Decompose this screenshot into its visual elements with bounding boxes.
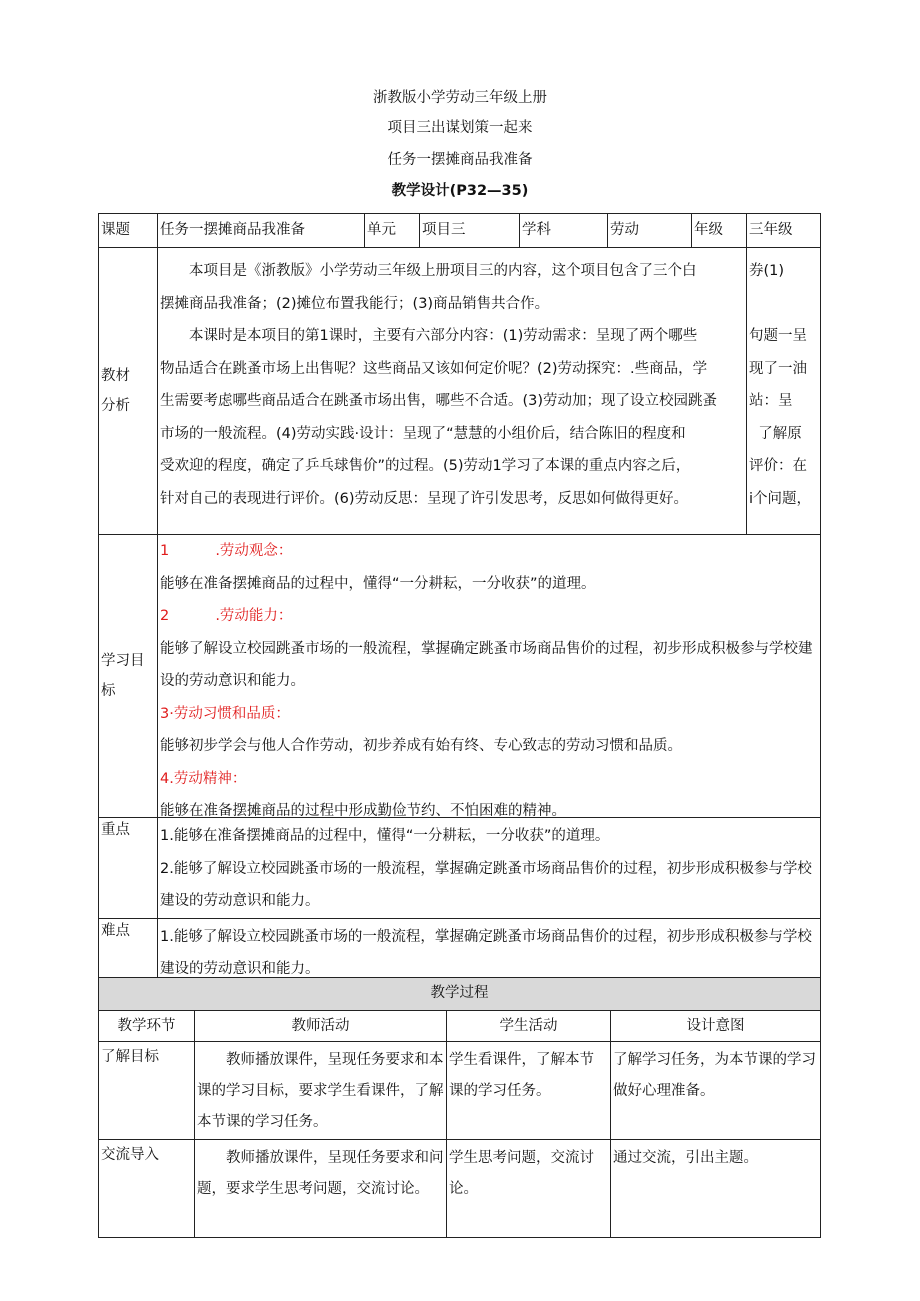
process-title-row — [99, 978, 821, 1011]
objective-heading: 3·劳动习惯和品质： — [160, 705, 290, 722]
analysis-line: 摆摊商品我准备；(2)摊位布置我能行；(3)商品销售共合作。 — [160, 295, 550, 312]
doc-title-line-1: 浙教版小学劳动三年级上册 — [373, 90, 547, 106]
key-points-row — [99, 818, 821, 919]
process-header-stage: 教学环节 — [99, 1011, 195, 1042]
unit-label: 单元 — [365, 214, 420, 248]
process-stage: 了解目标 — [99, 1042, 195, 1140]
analysis-label — [99, 248, 158, 535]
doc-title-line-4: 教学设计(P32—35) — [391, 183, 529, 199]
key-point-line: 2.能够了解设立校园跳蚤市场的一般流程，掌握确定跳蚤市场商品售价的过程，初步形成积极参与学校建设的劳动意识和能力。 — [160, 860, 812, 909]
difficulties-label: 难点 — [99, 918, 158, 986]
grade-label: 年级 — [692, 214, 747, 248]
difficulties-body — [158, 918, 821, 986]
analysis-line: 本项目是《浙教版》小学劳动三年级上册项目三的内容，这个项目包含了三个白 — [189, 263, 697, 279]
analysis-line: 市场的一般流程。(4)劳动实践·设计：呈现了“慧慧的小组价后，结合陈旧的程度和 — [160, 425, 686, 442]
subject-label: 学科 — [520, 214, 608, 248]
info-row — [99, 214, 821, 248]
objective-heading: 1 .劳动观念： — [160, 543, 293, 559]
analysis-side-line — [749, 288, 818, 321]
objectives-label — [99, 535, 158, 818]
key-points-body — [158, 818, 821, 919]
process-stage: 交流导入 — [99, 1140, 195, 1238]
process-intent: 通过交流，引出主题。 — [611, 1140, 821, 1238]
grade-value: 三年级 — [747, 214, 821, 248]
objective-heading: 2 .劳动能力： — [160, 608, 293, 624]
process-header-intent: 设计意图 — [611, 1011, 821, 1042]
lesson-info-table — [98, 213, 821, 987]
analysis-line: 物品适合在跳蚤市场上出售呢？这些商品又该如何定价呢？(2)劳动探究：.些商品，学 — [160, 360, 708, 377]
objective-text: 能够初步学会与他人合作劳动，初步养成有始有终、专心致志的劳动习惯和品质。 — [160, 738, 682, 754]
analysis-side-line: 券(1) — [749, 263, 785, 279]
doc-title-line-2: 项目三出谋划策一起来 — [387, 120, 533, 136]
process-row — [99, 1042, 821, 1140]
key-point-line: 1.能够在准备摆摊商品的过程中，懂得“一分耕耘，一分收获”的道理。 — [160, 828, 610, 844]
analysis-side-line: 评价：在 — [749, 458, 807, 474]
process-header-teacher: 教师活动 — [195, 1011, 447, 1042]
analysis-side-line: 句题一呈 — [749, 328, 807, 344]
subject-value: 劳动 — [608, 214, 692, 248]
process-student: 学生思考问题，交流讨论。 — [447, 1140, 611, 1238]
objective-heading: 4.劳动精神： — [160, 770, 247, 787]
analysis-line: 生需要考虑哪些商品适合在跳蚤市场出售，哪些不合适。(3)劳动加；现了设立校园跳蚤 — [160, 393, 718, 409]
process-teacher: 教师播放课件，呈现任务要求和问题，要求学生思考问题，交流讨论。 — [195, 1140, 447, 1238]
objectives-label-line-2: 标 — [101, 683, 116, 699]
teaching-process-table — [98, 977, 821, 1238]
objective-text: 能够在准备摆摊商品的过程中，懂得“一分耕耘，一分收获”的道理。 — [160, 575, 596, 592]
process-teacher: 教师播放课件，呈现任务要求和本课的学习目标，要求学生看课件，了解本节课的学习任务。 — [195, 1042, 447, 1140]
objectives-label-line-1: 学习目 — [101, 653, 145, 669]
analysis-line: 针对自己的表现进行评价。(6)劳动反思：呈现了许引发思考，反思如何做得更好。 — [160, 490, 689, 507]
analysis-label-line-2: 分析 — [101, 398, 130, 414]
analysis-side-line: 现了一油 — [749, 360, 807, 377]
analysis-side-line: 了解原 — [749, 425, 802, 442]
objectives-clip — [160, 535, 818, 817]
analysis-side-line: 站：呈 — [749, 393, 793, 409]
process-intent: 了解学习任务，为本节课的学习做好心理准备。 — [611, 1042, 821, 1140]
doc-title-line-3: 任务一摆摊商品我准备 — [387, 152, 533, 168]
objectives-body — [158, 535, 821, 818]
process-title: 教学过程 — [99, 978, 821, 1011]
analysis-body — [158, 248, 747, 535]
process-row — [99, 1140, 821, 1238]
analysis-side-column — [747, 248, 821, 535]
process-header-student: 学生活动 — [447, 1011, 611, 1042]
analysis-row — [99, 248, 821, 535]
process-header-row — [99, 1011, 821, 1042]
key-points-label: 重点 — [99, 818, 158, 919]
topic-value: 任务一摆摊商品我准备 — [158, 214, 365, 248]
unit-value: 项目三 — [420, 214, 520, 248]
analysis-line: 受欢迎的程度，确定了乒乓球售价”的过程。(5)劳动1学习了本课的重点内容之后， — [160, 458, 691, 474]
objective-text: 能够了解设立校园跳蚤市场的一般流程，掌握确定跳蚤市场商品售价的过程，初步形成积极参与学校建设的劳动意识和能力。 — [160, 640, 813, 689]
analysis-line: 本课时是本项目的第1课时，主要有六部分内容：(1)劳动需求：呈现了两个哪些 — [189, 328, 698, 344]
analysis-side-line: i个问题， — [749, 490, 812, 507]
process-student: 学生看课件，了解本节课的学习任务。 — [447, 1042, 611, 1140]
objective-text: 能够在准备摆摊商品的过程中形成勤俭节约、不怕困难的精神。 — [160, 803, 566, 817]
difficulties-row — [99, 918, 821, 986]
difficulty-line: 1.能够了解设立校园跳蚤市场的一般流程，掌握确定跳蚤市场商品售价的过程，初步形成积极参与学校建设的劳动意识和能力。 — [160, 928, 812, 977]
objectives-row — [99, 535, 821, 818]
topic-label: 课题 — [99, 214, 158, 248]
analysis-label-line-1: 教材 — [101, 368, 130, 384]
